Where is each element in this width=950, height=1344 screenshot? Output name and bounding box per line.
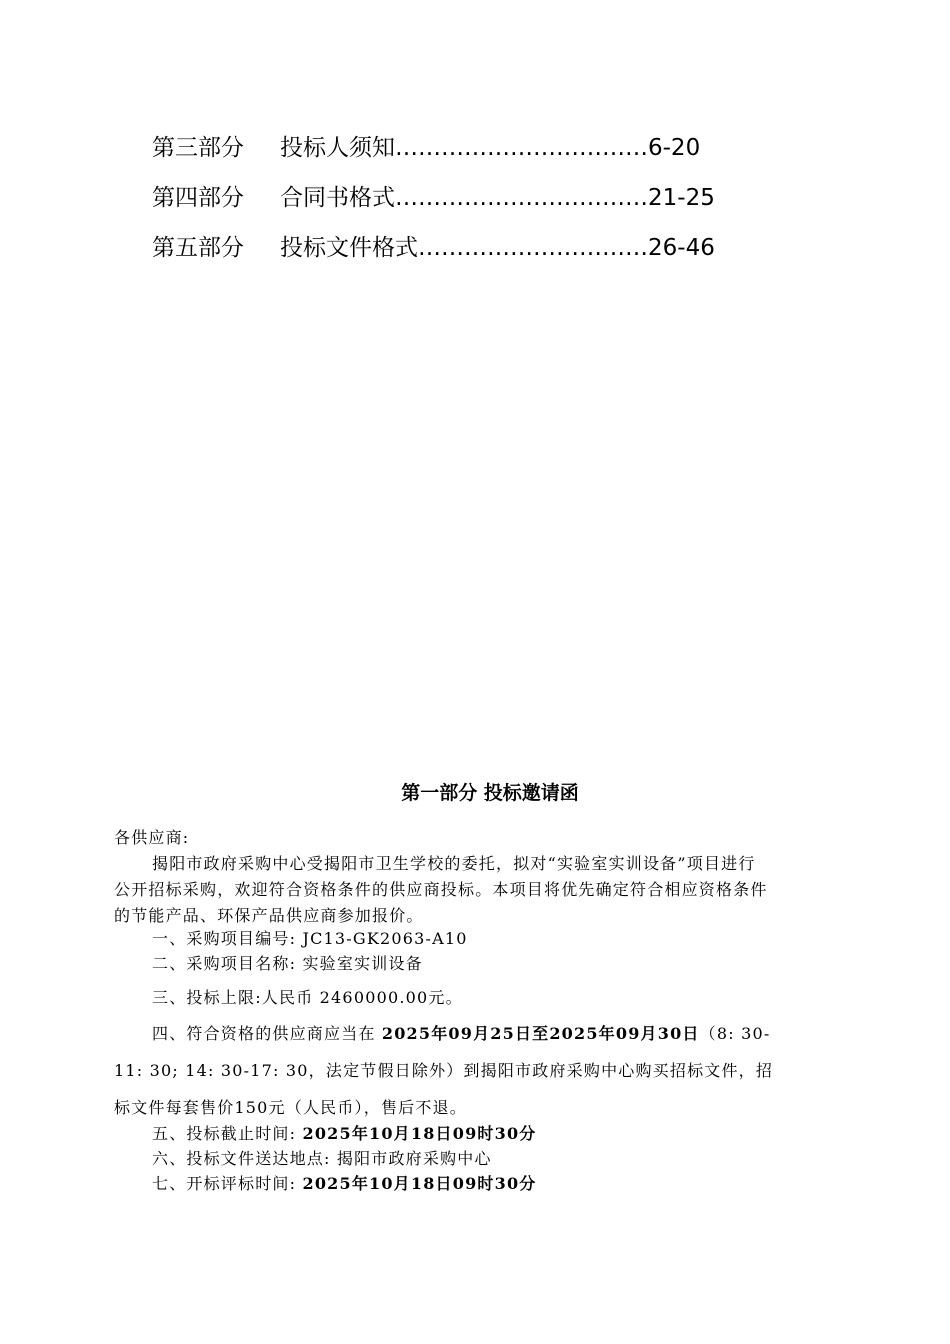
item-qualification-suffix: （8: 30-: [699, 1024, 771, 1043]
item-qualification-prefix: 四、符合资格的供应商应当在: [152, 1024, 382, 1043]
toc-leader-dots: ……………………………: [395, 135, 648, 161]
intro-line-2: 公开招标采购，欢迎符合资格条件的供应商投标。本项目将优先确定符合相应资格条件: [114, 880, 768, 899]
item-bid-limit: 三、投标上限:人民币 2460000.00元。: [152, 988, 463, 1007]
toc-part-label: 第三部分: [152, 135, 244, 161]
toc-entry-part3: [152, 133, 700, 163]
item-opening-time-label: 七、开标评标时间:: [152, 1174, 303, 1193]
toc-leader-dots: ……………………………: [395, 185, 648, 211]
item-bid-deadline-value: 2025年10月18日09时30分: [302, 1124, 537, 1143]
toc-page-range: 6-20: [648, 135, 701, 161]
item-qualification-line-1: [152, 1021, 888, 1047]
section-title: 第一部分 投标邀请函: [401, 782, 579, 804]
item-qualification-line-3: 标文件每套售价150元（人民币），售后不退。: [114, 1098, 467, 1117]
toc-page-range: 26-46: [648, 235, 715, 261]
item-bid-deadline-label: 五、投标截止时间:: [152, 1124, 303, 1143]
item-opening-time: [152, 1171, 888, 1197]
toc-title: 投标人须知: [280, 135, 395, 161]
item-project-name: 二、采购项目名称: 实验室实训设备: [152, 954, 423, 973]
item-bid-deadline: [152, 1121, 888, 1147]
intro-line-3: 的节能产品、环保产品供应商参加报价。: [114, 906, 424, 925]
toc-entry-part4: [152, 183, 715, 213]
salutation: 各供应商:: [114, 828, 190, 847]
item-qualification-line-2: 11: 30; 14: 30-17: 30，法定节假日除外）到揭阳市政府采购中心购买招标文件，招: [114, 1061, 774, 1080]
toc-page-range: 21-25: [648, 185, 715, 211]
item-qualification-date: 2025年09月25日至2025年09月30日: [381, 1024, 700, 1043]
item-opening-time-value: 2025年10月18日09时30分: [302, 1174, 537, 1193]
item-delivery-location: 六、投标文件送达地点: 揭阳市政府采购中心: [152, 1149, 492, 1168]
toc-leader-dots: …………………………: [418, 235, 648, 261]
intro-line-1: 揭阳市政府采购中心受揭阳市卫生学校的委托，拟对“实验室实训设备”项目进行: [152, 854, 756, 873]
toc-part-label: 第四部分: [152, 185, 244, 211]
toc-title: 合同书格式: [280, 185, 395, 211]
item-project-number: 一、采购项目编号: JC13-GK2063-A10: [152, 929, 468, 948]
toc-part-label: 第五部分: [152, 235, 244, 261]
toc-title: 投标文件格式: [280, 235, 418, 261]
toc-entry-part5: [152, 233, 715, 263]
